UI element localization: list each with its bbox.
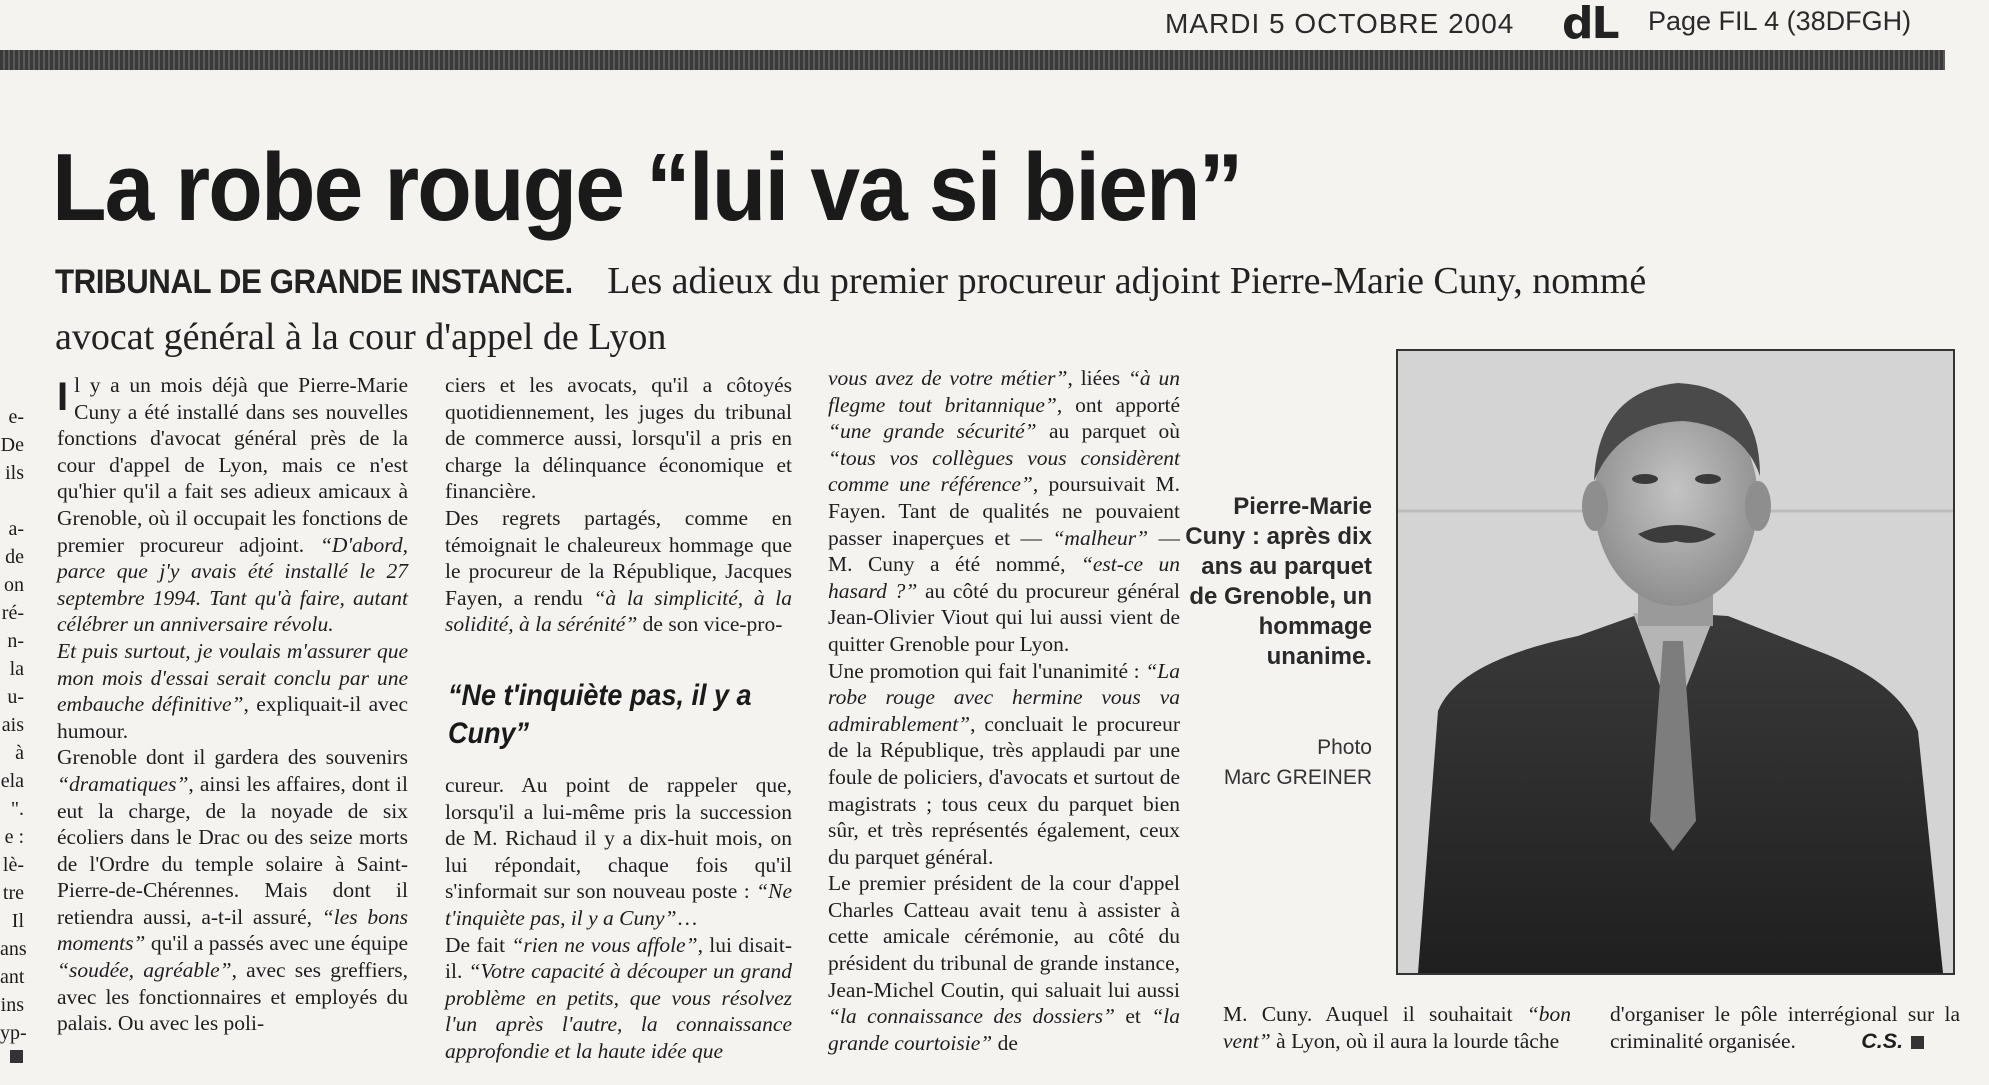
paragraph: Il y a un mois déjà que Pierre-Marie Cuny a été installé dans ses nouvelles fonctions d'avocat général près de la cour d'appel de Lyon, mais ce n'est qu'hier qu'il a fait ses adieux amicaux à Grenoble, où il occupait les fonctions de premier procureur adjoint. “D'abord, parce que j'y avais été installé le 27 septembre 1994. Tant qu'à faire, autant célébrer un anniversaire révolu. xyxy=(57,373,408,637)
edition-date: MARDI 5 OCTOBRE 2004 xyxy=(1165,8,1515,39)
photo-credit xyxy=(1180,733,1372,793)
end-mark-left xyxy=(10,1050,23,1063)
end-mark xyxy=(1911,1036,1924,1049)
fragment-line xyxy=(0,487,24,515)
fragment-line: De xyxy=(0,434,24,456)
article-column-2 xyxy=(445,372,792,638)
paragraph: Et puis surtout, je voulais m'assurer que mon mois d'essai serait conclu par une embauche définitive”, expliquait-il avec humour. xyxy=(57,638,409,743)
fragment-line: e : xyxy=(4,826,24,848)
portrait-illustration xyxy=(1398,351,1953,973)
article-headline: La robe rouge “lui va si bien” xyxy=(52,134,1242,241)
paragraph: De fait “rien ne vous affole”, lui disait-il. “Votre capacité à découper un grand problème en petits, que vous résolvez l'un après l'autre, la connaissance approfondie et la haute idée que xyxy=(445,932,793,1063)
photo-caption: Pierre-Marie Cuny : après dix ans au parquet de Grenoble, un hommage unanime. xyxy=(1185,493,1372,670)
fragment-line: e- xyxy=(8,406,24,428)
photo-credit-label: Photo xyxy=(1317,736,1372,759)
paragraph: cureur. Au point de rappeler que, lorsqu'il a lui-même pris la succession de M. Richaud il y a dix-huit mois, on lui répondait, chaque fois qu'il s'informait sur son nouveau poste : “Ne t'inquiète pas, il y a Cuny”… xyxy=(445,773,792,930)
page-reference: Page FIL 4 (38DFGH) xyxy=(1648,6,1912,36)
fragment-line: ins xyxy=(0,994,24,1016)
paragraph: Grenoble dont il gardera des souvenirs “dramatiques”, ainsi les affaires, dont il eut la charge, de la noyade de six écoliers dans le Drac ou des seize morts de l'Ordre du temple solaire à Saint-Pierre-de-Chérennes. Mais dont il retiendra aussi, a-t-il assuré, “les bons moments” qu'il a passés avec une équipe “soudée, agréable”, avec ses greffiers, avec les fonctionnaires et employés du palais. Ou avec les poli- xyxy=(57,745,408,1036)
fragment-line: ant xyxy=(0,966,25,988)
fragment-line: ils xyxy=(5,462,24,484)
deck-text: Les adieux du premier procureur adjoint Pierre-Marie Cuny, nommé avocat général à la cour d'appel de Lyon xyxy=(55,260,1647,358)
drop-cap: I xyxy=(57,375,69,419)
paragraph: Une promotion qui fait l'unanimité : “La robe rouge avec hermine vous va admirablement”, concluait le procureur de la République, très applaudi par une foule de policiers, d'avocats et surtout de magistrats ; tous ceux du parquet bien sûr, et très représentés également, ceux du parquet général. xyxy=(828,658,1180,869)
photo-credit-name: Marc GREINER xyxy=(1223,766,1372,789)
newspaper-logo: dL xyxy=(1562,0,1618,49)
fragment-line: tre xyxy=(2,882,24,904)
fragment-line: u- xyxy=(7,686,24,708)
fragment-line: n- xyxy=(7,630,24,652)
paragraph: ciers et les avocats, qu'il a côtoyés quotidiennement, les juges du tribunal de commerce aussi, lorsqu'il a pris en charge la délinquance économique et financière. xyxy=(445,373,792,504)
paragraph: M. Cuny. Auquel il souhaitait “bon vent” à Lyon, où il aura la lourde tâche xyxy=(1223,1002,1571,1053)
paragraph: Le premier président de la cour d'appel Charles Catteau avait tenu à assister à cette amicale cérémonie, au côté du président du tribunal de grande instance, Jean-Michel Coutin, qui saluait lui aussi “la connaissance des dossiers” et “la grande courtoisie” de xyxy=(828,871,1180,1055)
fragment-line: à xyxy=(15,742,24,764)
paragraph: vous avez de votre métier”, liées “à un flegme tout britannique”, ont apporté “une grande sécurité” au parquet où “tous vos collègues vous considèrent comme une référence”, poursuivait M. Fayen. Tant de qualités ne pouvaient passer inaperçues et — “malheur” — M. Cuny a été nommé, “est-ce un hasard ?” au côté du procureur général Jean-Olivier Viout qui lui aussi vient de quitter Grenoble pour Lyon. xyxy=(828,366,1180,656)
fragment-line: de xyxy=(5,546,24,568)
paragraph: d'organiser le pôle interrégional sur la criminalité organisée. C.S. xyxy=(1610,1002,1960,1053)
fragment-line: ans xyxy=(0,938,27,960)
article-column-4 xyxy=(1223,1001,1571,1054)
header-rule xyxy=(0,50,1945,70)
fragment-line: ré- xyxy=(1,602,24,624)
portrait-photo xyxy=(1396,349,1955,975)
deck-kicker: TRIBUNAL DE GRANDE INSTANCE. xyxy=(55,263,573,301)
article-column-2-continued xyxy=(445,772,792,1065)
fragment-line: lè- xyxy=(2,854,24,876)
fragment-line: ais xyxy=(1,714,24,736)
article-column-3 xyxy=(828,365,1180,1056)
adjacent-article-fragments xyxy=(0,403,27,1047)
fragment-line: la xyxy=(9,658,24,680)
article-column-5 xyxy=(1610,1001,1960,1054)
author-signature: C.S. xyxy=(1861,1028,1904,1053)
fragment-line: yp- xyxy=(0,1022,27,1044)
fragment-line: on xyxy=(4,574,24,596)
paragraph: Des regrets partagés, comme en témoignait le chaleureux hommage que le procureur de la République, Jacques Fayen, a rendu “à la simplicité, à la solidité, à la sérénité” de son vice-pro- xyxy=(445,505,792,637)
article-column-1 xyxy=(57,372,408,1037)
fragment-line: Il xyxy=(11,910,24,932)
fragment-line: ". xyxy=(10,798,24,820)
fragment-line: ela xyxy=(0,770,24,792)
fragment-line: a- xyxy=(8,518,24,540)
article-subhead: “Ne t'inquiète pas, il y a Cuny” xyxy=(448,679,752,750)
